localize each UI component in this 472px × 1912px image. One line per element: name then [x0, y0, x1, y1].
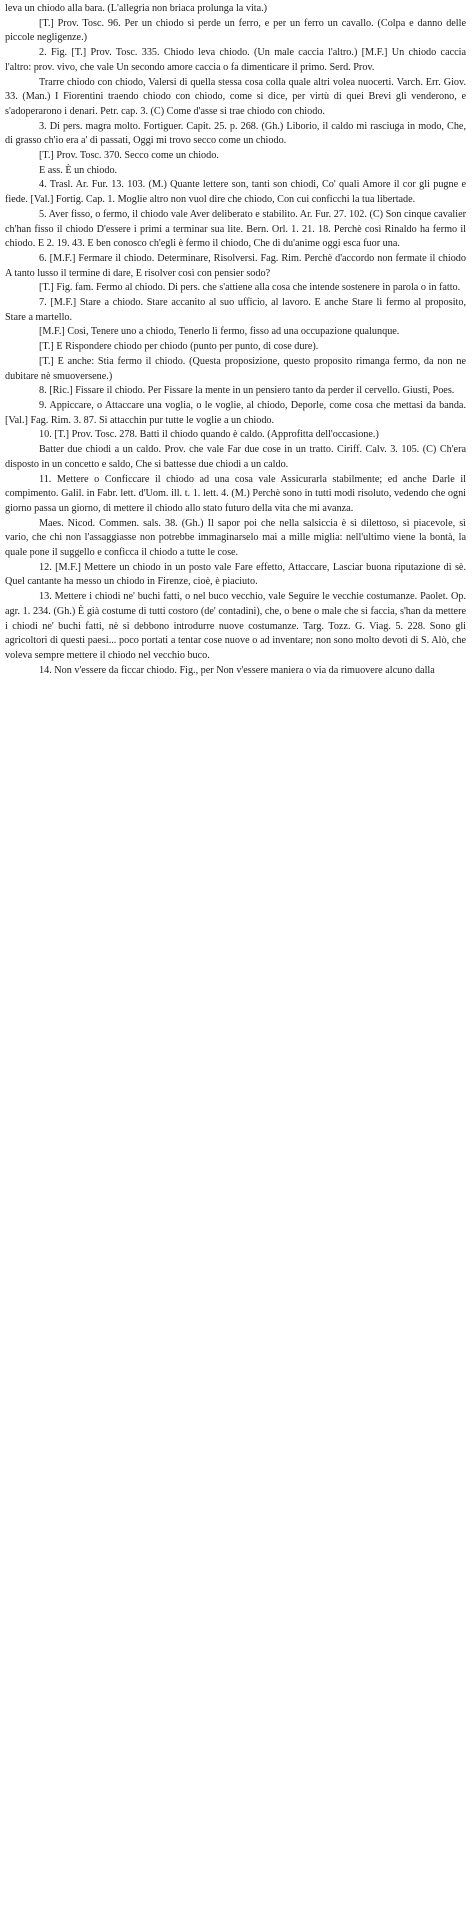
entry-paragraph: [T.] Prov. Tosc. 370. Secco come un chiodo. — [39, 150, 219, 162]
entry-paragraph: 6. [M.F.] Fermare il chiodo. Determinare, Risolversi. Fag. Rim. Perchè d'accordo non fermate il chiodo A tanto lusso il termine di dare, E risolver così con pensier sodo? — [5, 252, 466, 279]
entry-paragraph: 4. Trasl. Ar. Fur. 13. 103. (M.) Quante lettere son, tanti son chiodi, Co' quali Amore il cor gli pugne e fiede. [Val.] Fortig. Cap. 1. Moglie altro non vuol dire che chiodo, Con cui conficchi la tua libertade. — [5, 179, 466, 206]
entry-paragraph: 3. Di pers. magra molto. Fortiguer. Capit. 25. p. 268. (Gh.) Liborio, il caldo mi rasciuga in modo, Che, di grasso ch'io era a' di passati, Oggi mi trovo secco come un chiodo. — [5, 120, 466, 147]
entry-paragraph: 13. Mettere i chiodi ne' buchi fatti, o nel buco vecchio, vale Seguire le vecchie costumanze. Paolet. Op. agr. 1. 234. (Gh.) È già costume di tutti costoro (de' contadini), che, o bene o male che si faccia, s'han da mettere i chiodi ne' buchi fatti, nè si debbono introdurre nuove costumanze. Targ. Tozz. G. Viag. 5. 228. Sono gli agricoltori di questi paesi... poco portati a tentar cose nuove o ad inventare; non sono molto devoti di S. Alò, che voleva sempre mettere il chiodo nel vecchio buco. — [5, 591, 466, 661]
entry-paragraph: Maes. Nicod. Commen. sals. 38. (Gh.) Il sapor poi che nella salsiccia è sì dilettoso, sì piacevole, sì vario, che chi non l'assaggiasse non potrebbe immaginarselo mai a mille miglia: nell'ultimo viene la bontà, la quale pone il suggello e conficca il chiodo a tutte le cose. — [5, 517, 466, 559]
entry-paragraph: 2. Fig. [T.] Prov. Tosc. 335. Chiodo leva chiodo. (Un male caccia l'altro.) [M.F.] Un chiodo caccia l'altro: prov. vivo, che vale Un secondo amore caccia o fa dimenticare il primo. Serd. Prov. — [5, 47, 466, 73]
entry-paragraph: 14. Non v'essere da ficcar chiodo. Fig., per Non v'essere maniera o via da rimuovere alcuno dalla — [39, 664, 435, 676]
entry-paragraph: Trarre chiodo con chiodo, Valersi di quella stessa cosa colla quale altri volea nuocerti. Varch. Err. Giov. 33. (Man.) I Fiorentini traendo chiodo con chiodo, come si dice, per virtù di quei Brevi gli venderono, e s'adoperarono i denari. Petr. cap. 3. (C) Come d'asse si trae chiodo con chiodo. — [5, 76, 466, 117]
entry-paragraph: 8. [Ric.] Fissare il chiodo. Per Fissare la mente in un pensiero tanto da perder il cervello. Giusti, Poes. — [39, 385, 455, 397]
entry-paragraph: 12. [M.F.] Mettere un chiodo in un posto vale Fare effetto, Attaccare, Lasciar buona riputazione di sè. Quel cantante ha messo un chiodo in Firenze, cioè, è piaciuto. — [5, 561, 466, 588]
entry-paragraph: [M.F.] Così, Tenere uno a chiodo, Tenerlo lì fermo, fisso ad una occupazione qualunque. — [39, 326, 400, 338]
entry-paragraph: [T.] Fig. fam. Fermo al chiodo. Di pers. che s'attiene alla cosa che intende sostenere in parola o in fatto. — [39, 282, 461, 294]
entry-paragraph: [T.] E Rispondere chiodo per chiodo (punto per punto, di cose dure). — [39, 341, 319, 353]
entry-paragraph: leva un chiodo alla bara. (L'allegria non briaca prolunga la vita.) — [5, 3, 268, 14]
entry-paragraph: 9. Appiccare, o Attaccare una voglia, o le voglie, al chiodo, Deporle, come cosa che mettasi da banda. [Val.] Fag. Rim. 3. 87. Si attacchin pur tutte le voglie a un chiodo. — [5, 399, 466, 426]
entry-paragraph: Batter due chiodi a un caldo. Prov. che vale Far due cose in un tratto. Ciriff. Calv. 3. 105. (C) Ch'era disposto in un concetto e saldo, Che si battesse due chiodi a un caldo. — [5, 444, 466, 470]
entry-paragraph: 10. [T.] Prov. Tosc. 278. Batti il chiodo quando è caldo. (Approfitta dell'occasione.) — [39, 429, 379, 441]
entry-paragraph: [T.] E anche: Stia fermo il chiodo. (Questa proposizione, questo proposito rimanga fermo, da non ne dubitare nè smuoversene.) — [5, 355, 466, 382]
entry-paragraph: 5. Aver fisso, o fermo, il chiodo vale Aver deliberato e stabilito. Ar. Fur. 27. 102. (C) Son cinque cavalier ch'han fisso il chiodo D'essere i primi a terminar sua lite. Bern. Orl. 1. 21. 18. Perchè così Rinaldo ha fermo il chiodo. E 2. 19. 43. E ben conosco ch'egli è fermo il chiodo, Che di du'anime oggi esca fuor una. — [5, 208, 466, 250]
entry-paragraph: 7. [M.F.] Stare a chiodo. Stare accanito al suo ufficio, al lavoro. E anche Stare lì fermo al proposito, Stare a martello. — [5, 297, 466, 323]
entry-paragraph: [T.] Prov. Tosc. 96. Per un chiodo si perde un ferro, e per un ferro un cavallo. (Colpa e danno delle piccole negligenze.) — [5, 17, 466, 44]
entry-paragraph: 11. Mettere o Conficcare il chiodo ad una cosa vale Assicurarla stabilmente; ed anche Darle il compimento. Galil. in Fabr. lett. d'Uom. ill. t. 1. lett. 4. (M.) Perchè sono in tutti modi risoluto, vedendo che ogni giorno passa un giorno, di mettere il chiodo allo stato futuro della vita che mi avanza. — [5, 473, 466, 514]
entry-paragraph: E ass. È un chiodo. — [39, 164, 118, 176]
